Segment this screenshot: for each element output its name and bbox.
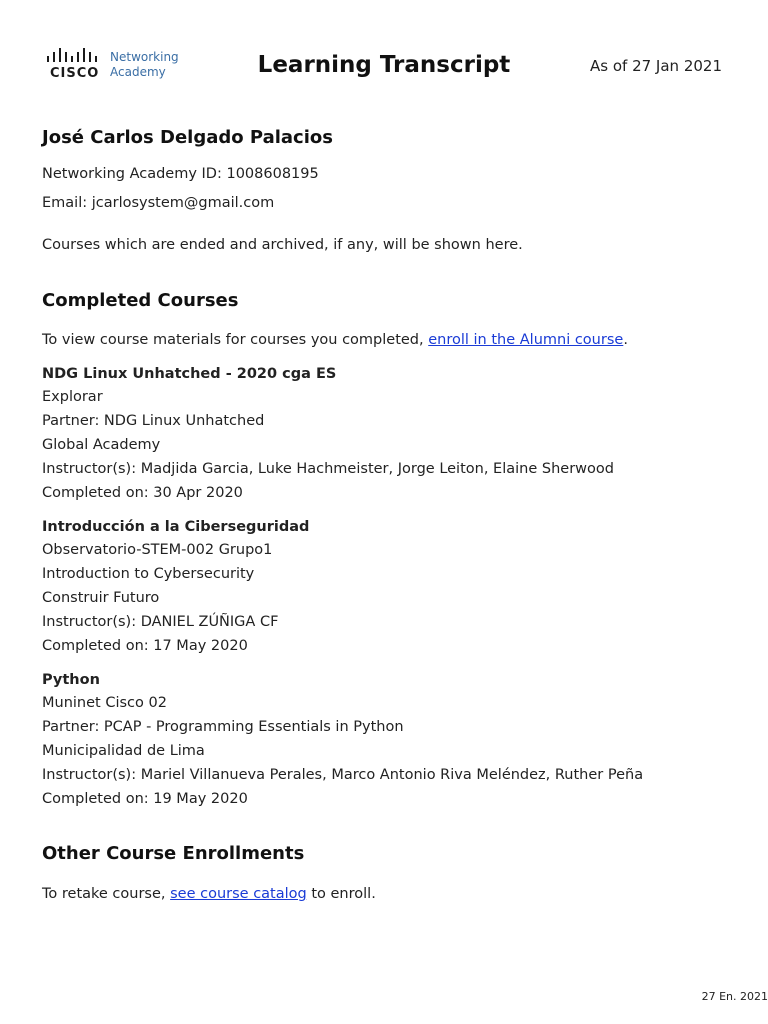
course-academy: Municipalidad de Lima — [42, 743, 205, 759]
email: Email: jcarlosystem@gmail.com — [42, 195, 275, 211]
course-completed-date: Completed on: 17 May 2020 — [42, 638, 248, 654]
academy-id: Networking Academy ID: 1008608195 — [42, 166, 319, 182]
retake-note: To retake course, see course catalog to enroll. — [42, 886, 376, 902]
course-class: Explorar — [42, 389, 103, 405]
other-enrollments-heading: Other Course Enrollments — [42, 843, 305, 864]
networking-academy-wordmark: Networking Academy — [110, 50, 179, 79]
course-title: Introducción a la Ciberseguridad — [42, 519, 310, 535]
course-completed-date: Completed on: 19 May 2020 — [42, 791, 248, 807]
course-completed-date: Completed on: 30 Apr 2020 — [42, 485, 243, 501]
course-instructors: Instructor(s): Madjida Garcia, Luke Hachmeister, Jorge Leiton, Elaine Sherwood — [42, 461, 614, 477]
course-academy: Construir Futuro — [42, 590, 160, 606]
cisco-wordmark: CISCO — [50, 66, 100, 81]
course-academy: Global Academy — [42, 437, 161, 453]
student-name: José Carlos Delgado Palacios — [42, 127, 333, 148]
course-instructors: Instructor(s): Mariel Villanueva Perales, Marco Antonio Riva Meléndez, Ruther Peña — [42, 767, 644, 783]
course-instructors: Instructor(s): DANIEL ZÚÑIGA CF — [42, 614, 279, 630]
course-class: Observatorio-STEM-002 Grupo1 — [42, 542, 273, 558]
course-title: NDG Linux Unhatched - 2020 cga ES — [42, 366, 337, 382]
course-title: Python — [42, 672, 100, 688]
footer-date: 27 En. 2021 — [701, 990, 768, 1003]
archived-note: Courses which are ended and archived, if any, will be shown here. — [42, 237, 523, 253]
course-partner: Introduction to Cybersecurity — [42, 566, 255, 582]
completed-courses-heading: Completed Courses — [42, 290, 239, 311]
course-partner: Partner: NDG Linux Unhatched — [42, 413, 265, 429]
page-title: Learning Transcript — [257, 52, 511, 78]
alumni-note: To view course materials for courses you completed, enroll in the Alumni course. — [42, 332, 628, 348]
course-partner: Partner: PCAP - Programming Essentials in Python — [42, 719, 404, 735]
alumni-course-link[interactable]: enroll in the Alumni course — [428, 332, 624, 348]
as-of-date: As of 27 Jan 2021 — [590, 57, 722, 75]
course-class: Muninet Cisco 02 — [42, 695, 167, 711]
course-catalog-link[interactable]: see course catalog — [170, 886, 307, 902]
